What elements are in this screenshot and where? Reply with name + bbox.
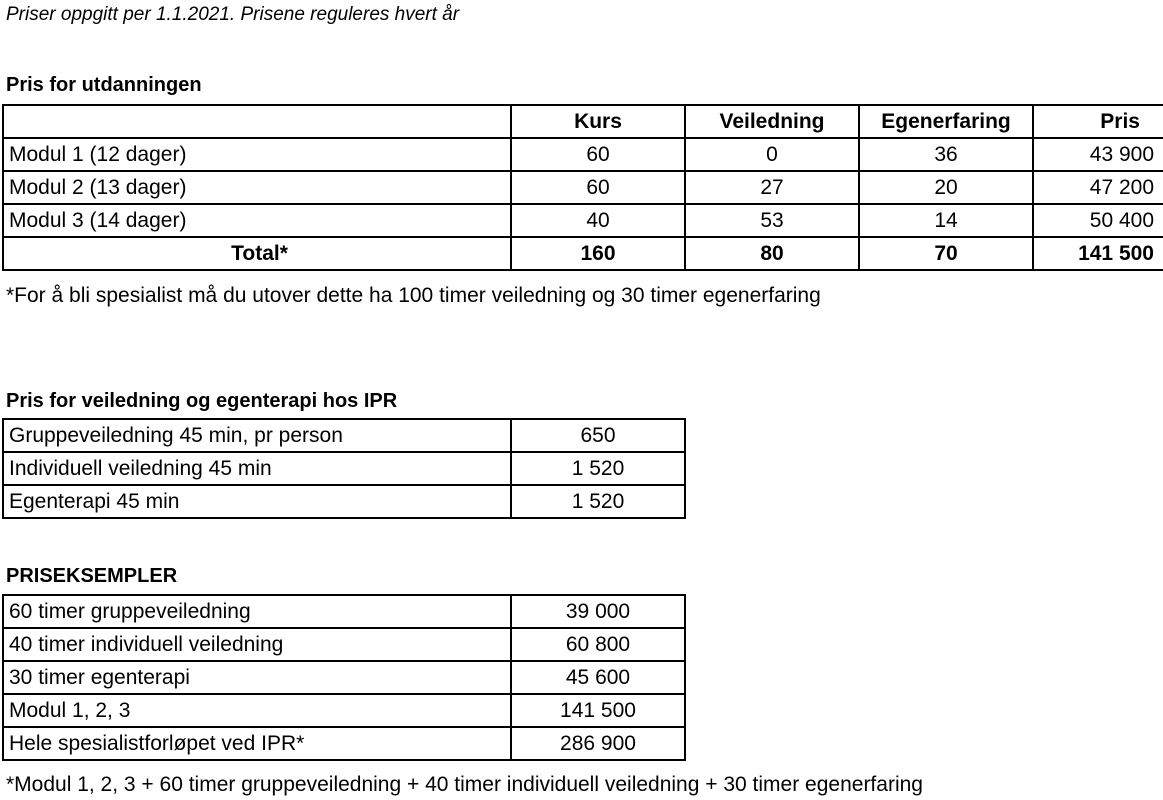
table-row bbox=[3, 727, 685, 760]
kurs-value: 60 bbox=[511, 171, 685, 204]
pris-value: 47 200 bbox=[1033, 171, 1163, 204]
total-veiledning: 80 bbox=[685, 237, 859, 270]
table-row bbox=[3, 171, 1163, 204]
header-egenerfaring: Egenerfaring bbox=[859, 105, 1033, 138]
example-price: 141 500 bbox=[511, 694, 685, 727]
price-date-note: Priser oppgitt per 1.1.2021. Prisene reguleres hvert år bbox=[6, 4, 460, 25]
table-header-row bbox=[3, 105, 1163, 138]
example-label: 30 timer egenterapi bbox=[3, 661, 511, 694]
egenerfaring-value: 20 bbox=[859, 171, 1033, 204]
service-price: 650 bbox=[511, 419, 685, 452]
table-row bbox=[3, 694, 685, 727]
supervision-price-title: Pris for veiledning og egenterapi hos IPR bbox=[6, 390, 398, 412]
total-label: Total* bbox=[3, 237, 511, 270]
example-price: 286 900 bbox=[511, 727, 685, 760]
service-label: Gruppeveiledning 45 min, pr person bbox=[3, 419, 511, 452]
example-price: 39 000 bbox=[511, 595, 685, 628]
service-price: 1 520 bbox=[511, 452, 685, 485]
price-examples-title: PRISEKSEMPLER bbox=[6, 565, 178, 587]
example-label: 60 timer gruppeveiledning bbox=[3, 595, 511, 628]
supervision-price-table bbox=[2, 418, 686, 519]
module-label: Modul 1 (12 dager) bbox=[3, 138, 511, 171]
total-kurs: 160 bbox=[511, 237, 685, 270]
table-row bbox=[3, 138, 1163, 171]
header-pris: Pris bbox=[1033, 105, 1163, 138]
header-kurs: Kurs bbox=[511, 105, 685, 138]
egenerfaring-value: 14 bbox=[859, 204, 1033, 237]
table-row bbox=[3, 661, 685, 694]
examples-footnote: *Modul 1, 2, 3 + 60 timer gruppeveiledning + 40 timer individuell veiledning + 30 timer egenerfaring bbox=[6, 773, 923, 796]
education-price-title: Pris for utdanningen bbox=[6, 74, 202, 96]
total-pris: 141 500 bbox=[1033, 237, 1163, 270]
egenerfaring-value: 36 bbox=[859, 138, 1033, 171]
veiledning-value: 53 bbox=[685, 204, 859, 237]
example-label: Modul 1, 2, 3 bbox=[3, 694, 511, 727]
pris-value: 50 400 bbox=[1033, 204, 1163, 237]
example-price: 60 800 bbox=[511, 628, 685, 661]
table-row bbox=[3, 419, 685, 452]
table-row bbox=[3, 485, 685, 518]
table-row bbox=[3, 595, 685, 628]
table-row bbox=[3, 628, 685, 661]
total-egenerfaring: 70 bbox=[859, 237, 1033, 270]
header-cell-blank bbox=[3, 105, 511, 138]
veiledning-value: 0 bbox=[685, 138, 859, 171]
service-label: Individuell veiledning 45 min bbox=[3, 452, 511, 485]
service-price: 1 520 bbox=[511, 485, 685, 518]
total-row bbox=[3, 237, 1163, 270]
example-label: 40 timer individuell veiledning bbox=[3, 628, 511, 661]
service-label: Egenterapi 45 min bbox=[3, 485, 511, 518]
pris-value: 43 900 bbox=[1033, 138, 1163, 171]
module-label: Modul 2 (13 dager) bbox=[3, 171, 511, 204]
education-footnote: *For å bli spesialist må du utover dette ha 100 timer veiledning og 30 timer egenerfaring bbox=[6, 284, 821, 307]
education-price-table bbox=[2, 104, 1163, 271]
table-row bbox=[3, 452, 685, 485]
header-veiledning: Veiledning bbox=[685, 105, 859, 138]
module-label: Modul 3 (14 dager) bbox=[3, 204, 511, 237]
table-row bbox=[3, 204, 1163, 237]
example-label: Hele spesialistforløpet ved IPR* bbox=[3, 727, 511, 760]
kurs-value: 40 bbox=[511, 204, 685, 237]
kurs-value: 60 bbox=[511, 138, 685, 171]
veiledning-value: 27 bbox=[685, 171, 859, 204]
example-price: 45 600 bbox=[511, 661, 685, 694]
price-examples-table bbox=[2, 594, 686, 761]
